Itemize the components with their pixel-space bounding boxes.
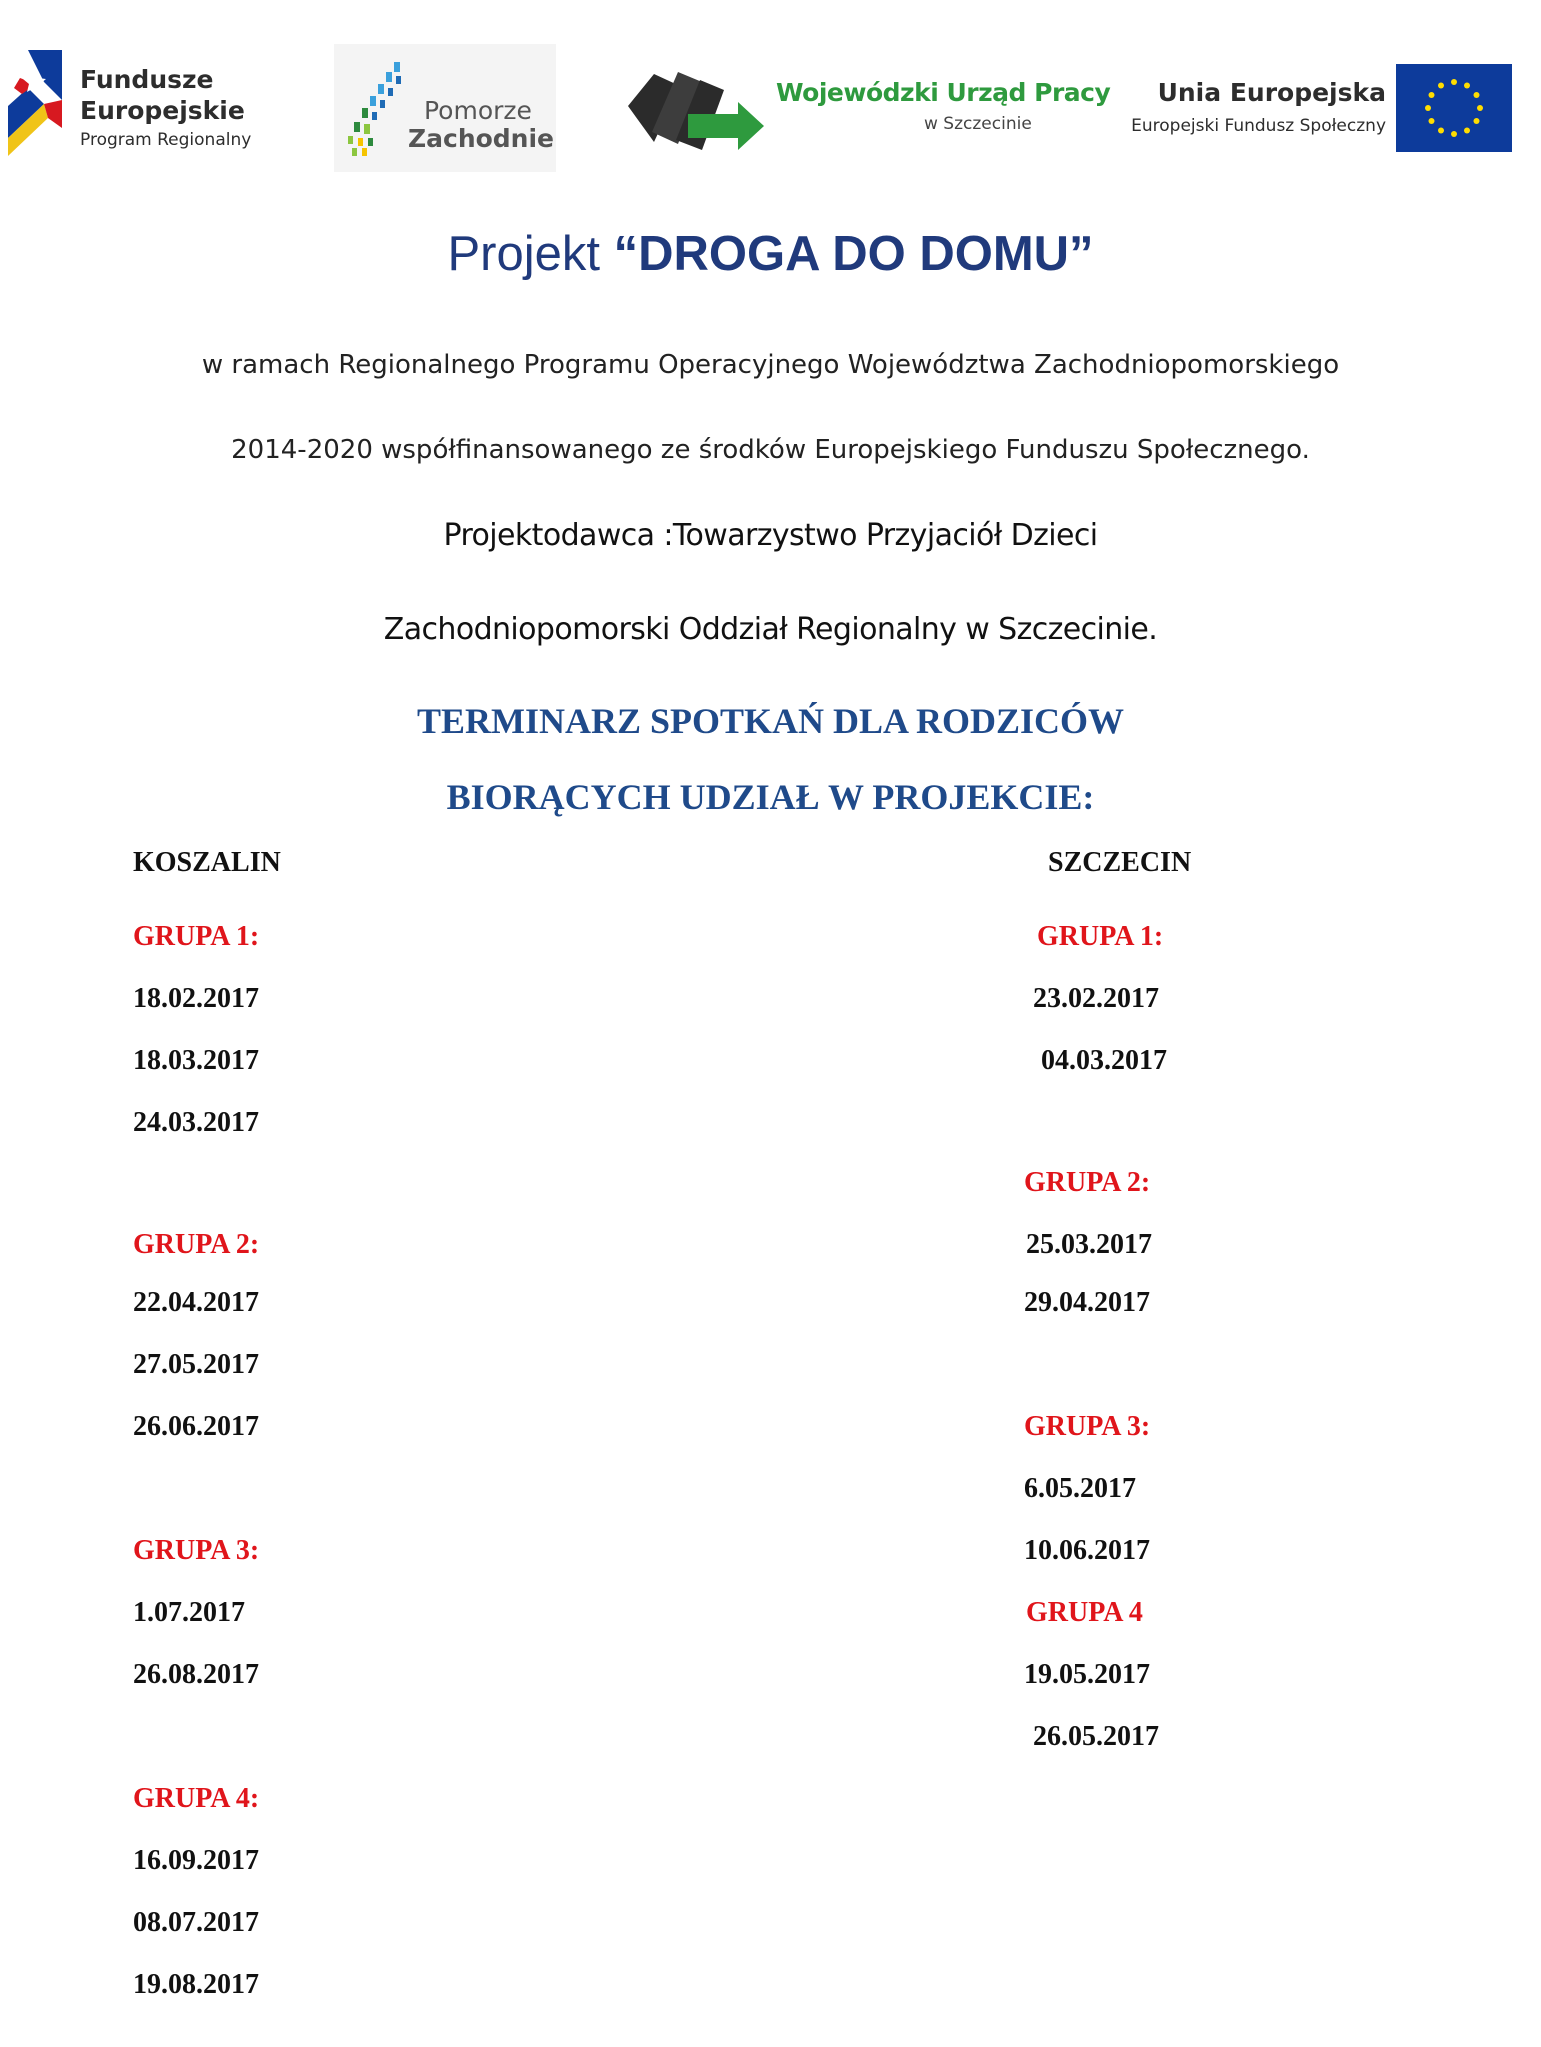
project-title-name: “DROGA DO DOMU” xyxy=(613,227,1094,281)
koszalin-group-1-date: 18.02.2017 xyxy=(133,983,259,1014)
fundusze-text: Fundusze xyxy=(80,65,214,94)
koszalin-group-4-date: 19.08.2017 xyxy=(133,1969,259,2000)
fundusze-europejskie-emblem-icon xyxy=(8,48,62,160)
wup-name-text: Wojewódzki Urząd Pracy xyxy=(776,78,1111,107)
szczecin-group-3-label: GRUPA 3: xyxy=(1024,1411,1151,1442)
koszalin-group-1-date: 18.03.2017 xyxy=(133,1045,259,1076)
koszalin-group-4-date: 08.07.2017 xyxy=(133,1907,259,1938)
szczecin-group-4-date: 19.05.2017 xyxy=(1024,1659,1150,1690)
szczecin-group-1-label: GRUPA 1: xyxy=(1037,921,1164,952)
organizer-line-2: Zachodniopomorski Oddział Regionalny w Szczecinie. xyxy=(383,612,1158,647)
koszalin-group-3-date: 26.08.2017 xyxy=(133,1659,259,1690)
program-line-2: 2014-2020 współfinansowanego ze środków Europejskiego Funduszu Społecznego. xyxy=(231,435,1310,465)
project-title xyxy=(0,226,1541,282)
unia-europejska-logo xyxy=(1126,62,1526,156)
szczecin-group-1-date: 04.03.2017 xyxy=(1041,1045,1167,1076)
koszalin-group-2-date: 27.05.2017 xyxy=(133,1349,259,1380)
szczecin-group-2-date: 29.04.2017 xyxy=(1024,1287,1150,1318)
szczecin-group-4-date: 26.05.2017 xyxy=(1033,1721,1159,1752)
europejskie-text: Europejskie xyxy=(80,96,245,125)
koszalin-group-1-label: GRUPA 1: xyxy=(133,921,260,952)
koszalin-group-1-date: 24.03.2017 xyxy=(133,1107,259,1138)
pomorze-zachodnie-logo xyxy=(334,44,556,172)
wup-city-text: w Szczecinie xyxy=(924,114,1032,134)
koszalin-group-2-label: GRUPA 2: xyxy=(133,1229,260,1260)
city-szczecin: SZCZECIN xyxy=(1048,847,1192,878)
wup-logo xyxy=(628,56,1111,156)
koszalin-group-2-date: 22.04.2017 xyxy=(133,1287,259,1318)
koszalin-group-4-date: 16.09.2017 xyxy=(133,1845,259,1876)
fundusze-europejskie-logo xyxy=(8,48,268,168)
koszalin-group-2-date: 26.06.2017 xyxy=(133,1411,259,1442)
szczecin-group-2-date: 25.03.2017 xyxy=(1026,1229,1152,1260)
city-koszalin: KOSZALIN xyxy=(133,847,281,878)
program-line-1: w ramach Regionalnego Programu Operacyjnego Województwa Zachodniopomorskiego xyxy=(201,350,1340,380)
koszalin-group-3-label: GRUPA 3: xyxy=(133,1535,260,1566)
unia-europejska-text: Unia Europejska xyxy=(1157,78,1386,107)
organizer-line-1: Projektodawca :Towarzystwo Przyjaciół Dzieci xyxy=(443,518,1098,553)
koszalin-group-3-date: 1.07.2017 xyxy=(133,1597,245,1628)
eu-flag-icon xyxy=(1396,64,1512,152)
koszalin-group-4-label: GRUPA 4: xyxy=(133,1783,260,1814)
zachodnie-text: Zachodnie xyxy=(408,124,555,153)
schedule-heading-1: TERMINARZ SPOTKAŃ DLA RODZICÓW xyxy=(416,701,1125,741)
pomorze-text: Pomorze xyxy=(424,96,532,125)
schedule-heading-2: BIORĄCYCH UDZIAŁ W PROJEKCIE: xyxy=(446,777,1095,817)
szczecin-group-3-date: 6.05.2017 xyxy=(1024,1473,1136,1504)
szczecin-group-3-date: 10.06.2017 xyxy=(1024,1535,1150,1566)
szczecin-group-1-date: 23.02.2017 xyxy=(1033,983,1159,1014)
program-regionalny-text: Program Regionalny xyxy=(80,130,252,150)
project-title-prefix: Projekt xyxy=(447,227,614,281)
szczecin-group-2-label: GRUPA 2: xyxy=(1024,1167,1151,1198)
efs-text: Europejski Fundusz Społeczny xyxy=(1131,116,1386,136)
wup-arrow-emblem-icon xyxy=(628,62,764,154)
szczecin-group-4-label: GRUPA 4 xyxy=(1026,1597,1143,1628)
